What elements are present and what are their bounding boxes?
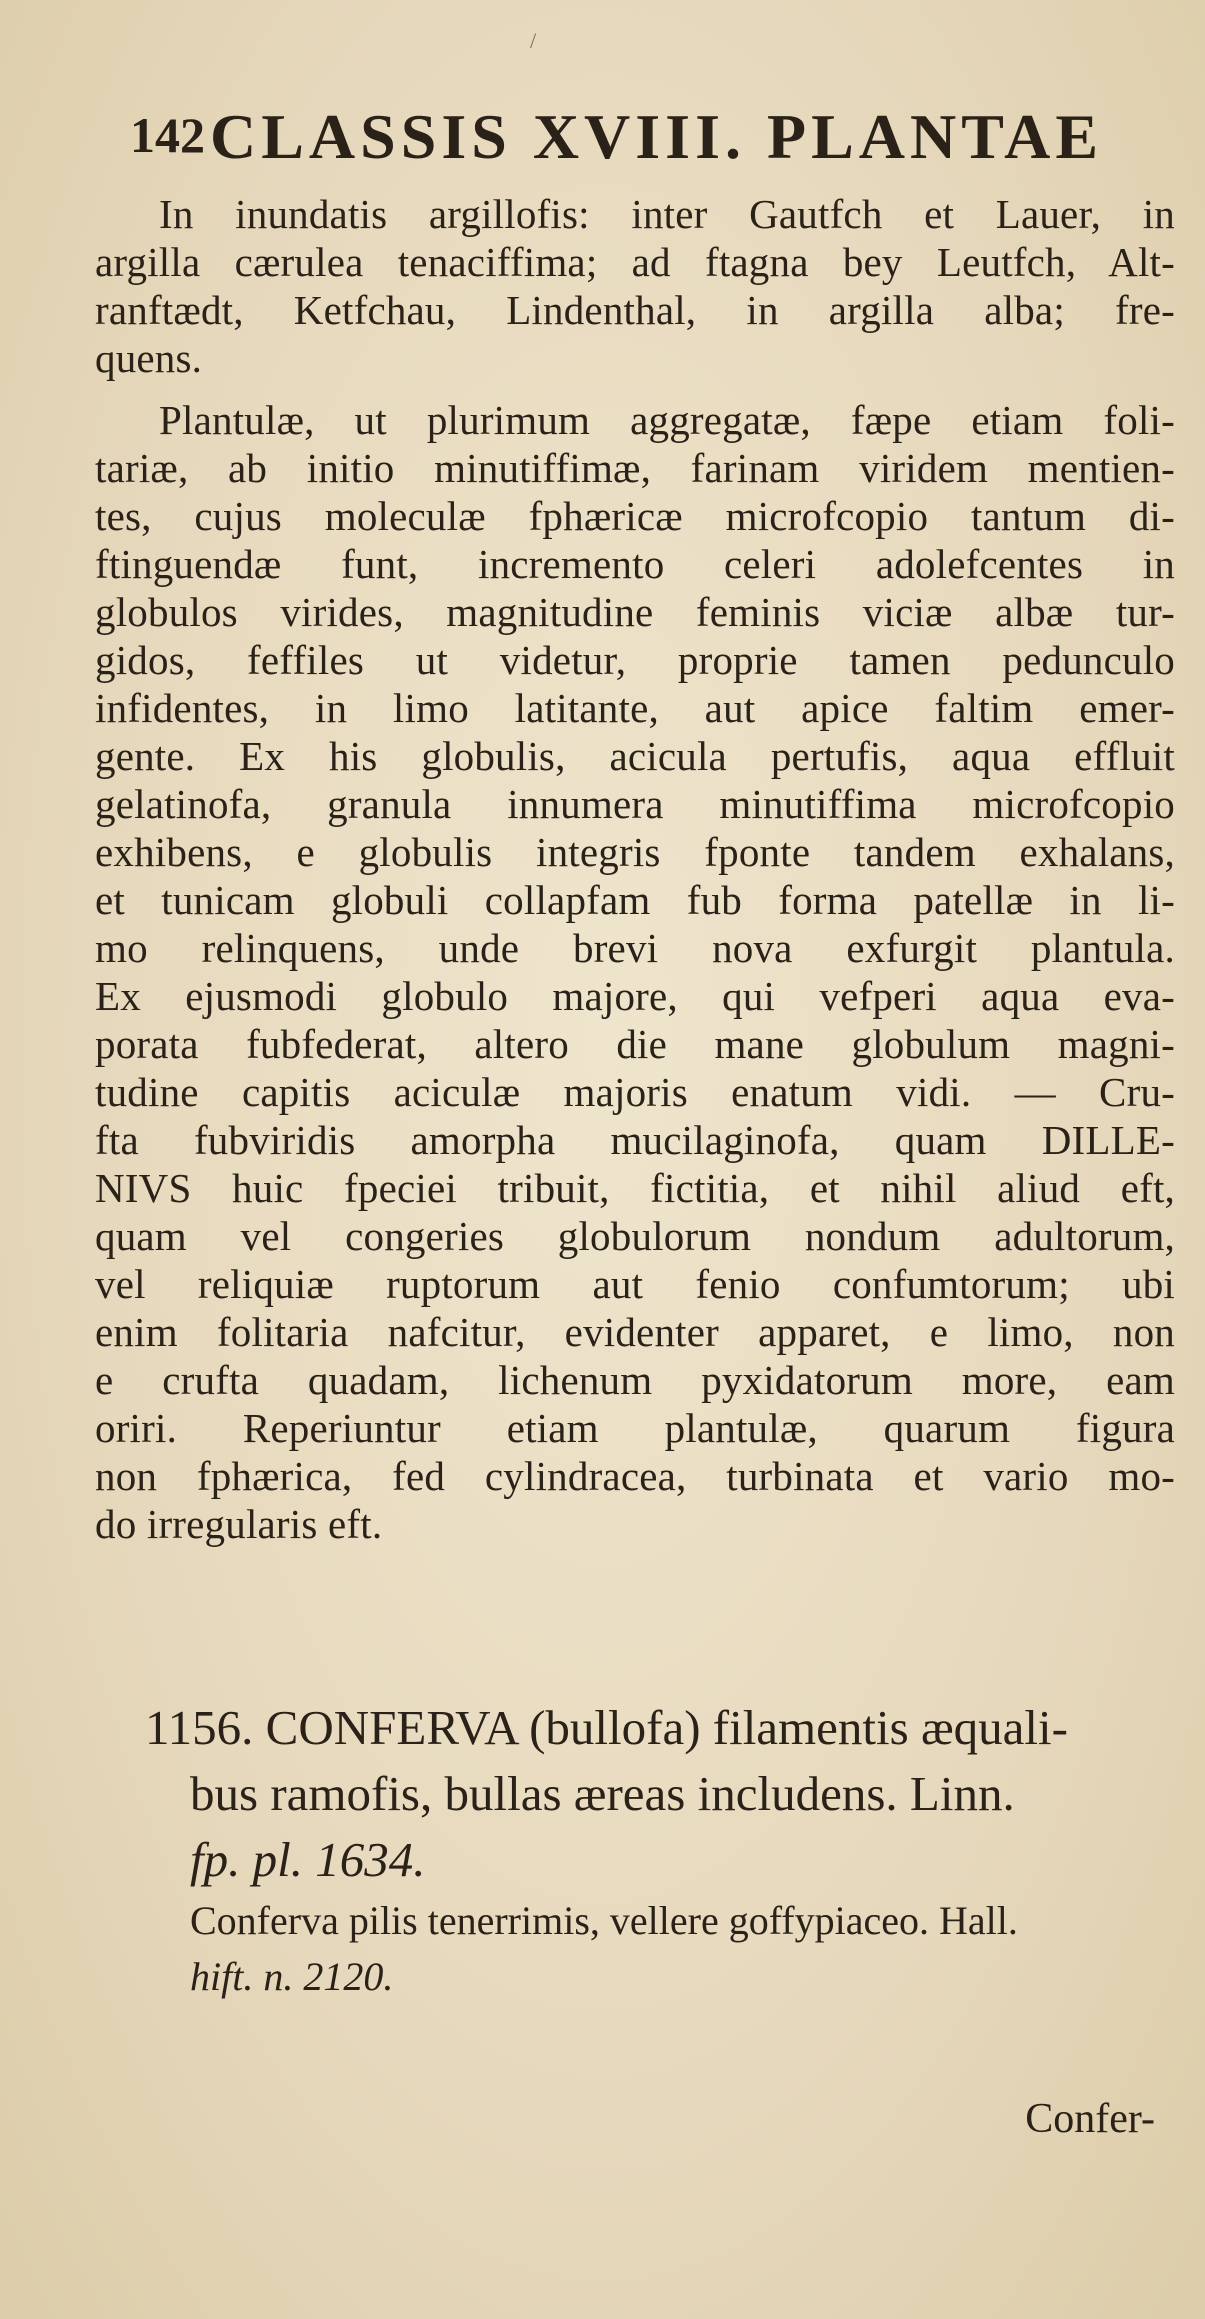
text-line: ranftædt, Ketfchau, Lindenthal, in argilla alba; fre- xyxy=(95,287,1175,333)
species-entry xyxy=(145,1695,1155,2005)
text-line: oriri. Reperiuntur etiam plantulæ, quarum figura xyxy=(95,1405,1175,1451)
running-title: CLASSIS XVIII. PLANTAE xyxy=(210,101,1104,172)
text-line: non fphærica, fed cylindracea, turbinata et vario mo- xyxy=(95,1453,1175,1499)
text-line: quens. xyxy=(95,335,203,381)
entry-reference: fp. pl. 1634. xyxy=(190,1832,426,1887)
text-line: do irregularis eft. xyxy=(95,1501,383,1547)
entry-line: bus ramofis, bullas æreas includens. Linn. xyxy=(190,1766,1015,1821)
text-line: tariæ, ab initio minutiffimæ, farinam viridem mentien- xyxy=(95,445,1175,491)
text-line: tudine capitis aciculæ majoris enatum vidi. — Cru- xyxy=(95,1069,1175,1115)
text-line: mo relinquens, unde brevi nova exfurgit plantula. xyxy=(95,925,1175,971)
text-line: globulos virides, magnitudine feminis viciæ albæ tur- xyxy=(95,589,1175,635)
running-header xyxy=(130,100,1104,180)
text-line: NIVS huic fpeciei tribuit, fictitia, et nihil aliud eft, xyxy=(95,1165,1175,1211)
text-line: In inundatis argillofis: inter Gautfch et Lauer, in xyxy=(159,191,1175,237)
text-line: porata fubfederat, altero die mane globulum magni- xyxy=(95,1021,1175,1067)
page-mark: / xyxy=(530,28,537,53)
text-line: et tunicam globuli collapfam fub forma patellæ in li- xyxy=(95,877,1175,923)
text-line: quam vel congeries globulorum nondum adultorum, xyxy=(95,1213,1175,1259)
main-text xyxy=(95,190,1175,1548)
text-line: gente. Ex his globulis, acicula pertufis, aqua effluit xyxy=(95,733,1175,779)
text-line: Plantulæ, ut plurimum aggregatæ, fæpe etiam foli- xyxy=(159,397,1175,443)
text-line: fta fubviridis amorpha mucilaginofa, quam DILLE- xyxy=(95,1117,1175,1163)
text-line: argilla cærulea tenaciffima; ad ftagna bey Leutfch, Alt- xyxy=(95,239,1175,285)
text-line: enim folitaria nafcitur, evidenter apparet, e limo, non xyxy=(95,1309,1175,1355)
paragraph-habitat xyxy=(95,190,1175,382)
entry-heading: 1156. CONFERVA (bullofa) filamentis æquali- xyxy=(145,1700,1068,1755)
catchword: Confer- xyxy=(1025,2096,1155,2142)
page-number: 142 xyxy=(130,107,205,163)
text-line: exhibens, e globulis integris fponte tandem exhalans, xyxy=(95,829,1175,875)
paragraph-description xyxy=(95,396,1175,1548)
synonym-reference: hift. n. 2120. xyxy=(190,1954,394,1999)
text-line: e crufta quadam, lichenum pyxidatorum more, eam xyxy=(95,1357,1175,1403)
text-line: gidos, feffiles ut videtur, proprie tamen pedunculo xyxy=(95,637,1175,683)
text-line: Ex ejusmodi globulo majore, qui vefperi aqua eva- xyxy=(95,973,1175,1019)
text-line: tes, cujus moleculæ fphæricæ microfcopio tantum di- xyxy=(95,493,1175,539)
text-line: gelatinofa, granula innumera minutiffima microfcopio xyxy=(95,781,1175,827)
text-line: vel reliquiæ ruptorum aut fenio confumtorum; ubi xyxy=(95,1261,1175,1307)
synonym-line: Conferva pilis tenerrimis, vellere goffypiaceo. Hall. xyxy=(190,1898,1018,1943)
text-line: ftinguendæ funt, incremento celeri adolefcentes in xyxy=(95,541,1175,587)
text-line: infidentes, in limo latitante, aut apice faltim emer- xyxy=(95,685,1175,731)
